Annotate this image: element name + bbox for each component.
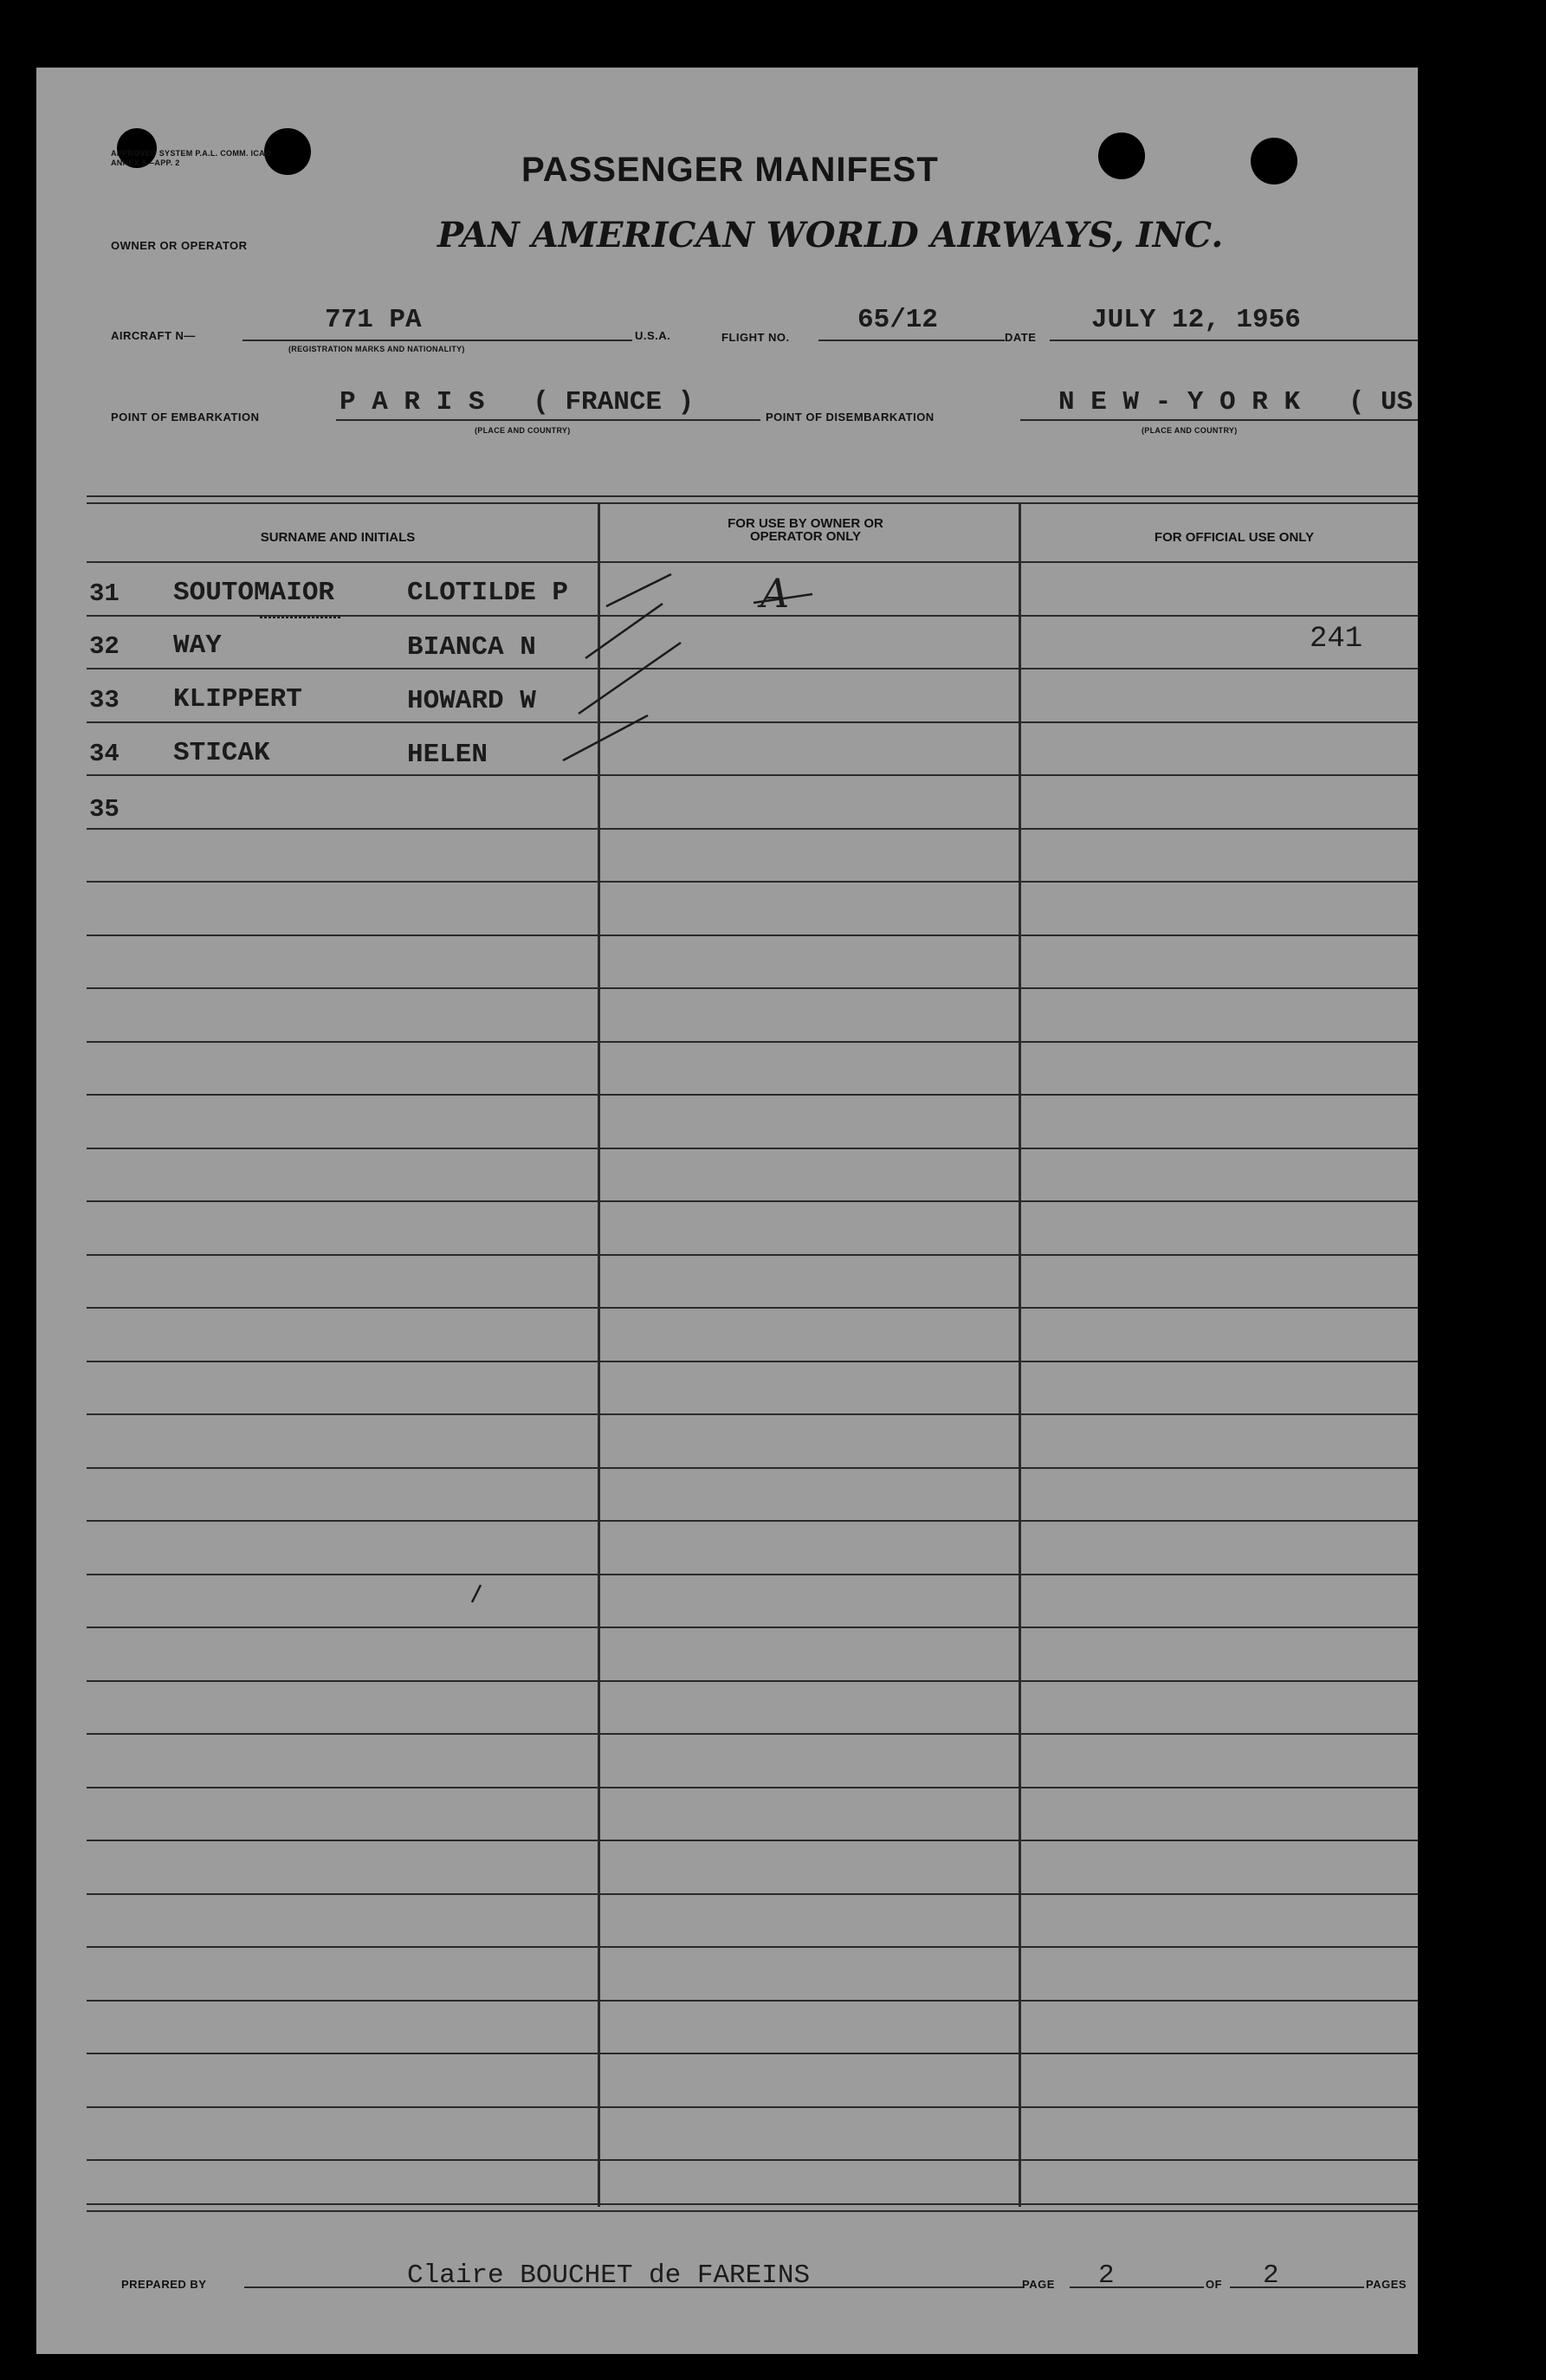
embark-label: POINT OF EMBARKATION <box>111 411 260 424</box>
aircraft-label: AIRCRAFT N— <box>111 329 196 342</box>
page-value: 2 <box>1098 2260 1115 2291</box>
passenger-initials: HELEN <box>407 740 488 770</box>
check-mark <box>585 604 663 658</box>
row-number: 32 <box>89 632 120 661</box>
passenger-initials: BIANCA N <box>407 632 536 663</box>
aircraft-value: 771 PA <box>325 305 422 335</box>
prepared-label: PREPARED BY <box>121 2278 207 2291</box>
official-value: 241 <box>1310 623 1363 656</box>
row-number: 34 <box>89 740 120 768</box>
check-mark <box>563 715 648 760</box>
row-number: 35 <box>89 795 120 824</box>
col-official-header: FOR OFFICIAL USE ONLY <box>1154 530 1315 545</box>
passenger-surname: STICAK <box>173 738 270 768</box>
embark-value: P A R I S ( FRANCE ) <box>340 387 695 417</box>
passenger-surname: WAY <box>173 631 222 661</box>
stray-mark <box>472 1585 481 1602</box>
disembark-label: POINT OF DISEMBARKATION <box>766 411 935 424</box>
date-value: JULY 12, 1956 <box>1091 305 1301 335</box>
embark-sublabel: (PLACE AND COUNTRY) <box>475 426 571 435</box>
passenger-initials: HOWARD W <box>407 686 536 716</box>
owner-label: OWNER OR OPERATOR <box>111 239 248 252</box>
pages-label: PAGES <box>1366 2278 1407 2291</box>
disembark-sublabel: (PLACE AND COUNTRY) <box>1142 426 1238 435</box>
passenger-surname: SOUTOMAIOR <box>173 578 335 608</box>
passenger-surname: KLIPPERT <box>173 684 302 715</box>
of-value: 2 <box>1263 2260 1279 2291</box>
prepared-value: Claire BOUCHET de FAREINS <box>407 2260 811 2291</box>
country-label: U.S.A. <box>635 329 671 342</box>
airline-name: PAN AMERICAN WORLD AIRWAYS, INC. <box>437 215 1224 255</box>
aircraft-sublabel: (REGISTRATION MARKS AND NATIONALITY) <box>288 345 465 353</box>
of-label: OF <box>1206 2278 1223 2291</box>
row-number: 31 <box>89 579 120 608</box>
col-surname-header: SURNAME AND INITIALS <box>260 530 416 545</box>
flight-value: 65/12 <box>857 305 939 335</box>
page-underline <box>1070 2286 1204 2288</box>
check-mark <box>606 574 671 606</box>
approval-note: APPROVED SYSTEM P.A.L. COMM. ICAO ANNEX 9—APP. 2 <box>111 149 272 167</box>
row-number: 33 <box>89 686 120 715</box>
disembark-value: N E W - Y O R K ( US <box>1058 387 1413 417</box>
flight-label: FLIGHT NO. <box>721 331 790 344</box>
passenger-initials: CLOTILDE P <box>407 578 569 608</box>
page-label: PAGE <box>1022 2278 1055 2291</box>
date-label: DATE <box>1005 331 1037 344</box>
page-title: PASSENGER MANIFEST <box>521 151 939 189</box>
col-owner-header: FOR USE BY OWNER OR OPERATOR ONLY <box>728 516 883 544</box>
owner-mark-stroke <box>754 594 812 603</box>
owner-mark: A <box>760 570 790 617</box>
of-underline <box>1230 2286 1364 2288</box>
